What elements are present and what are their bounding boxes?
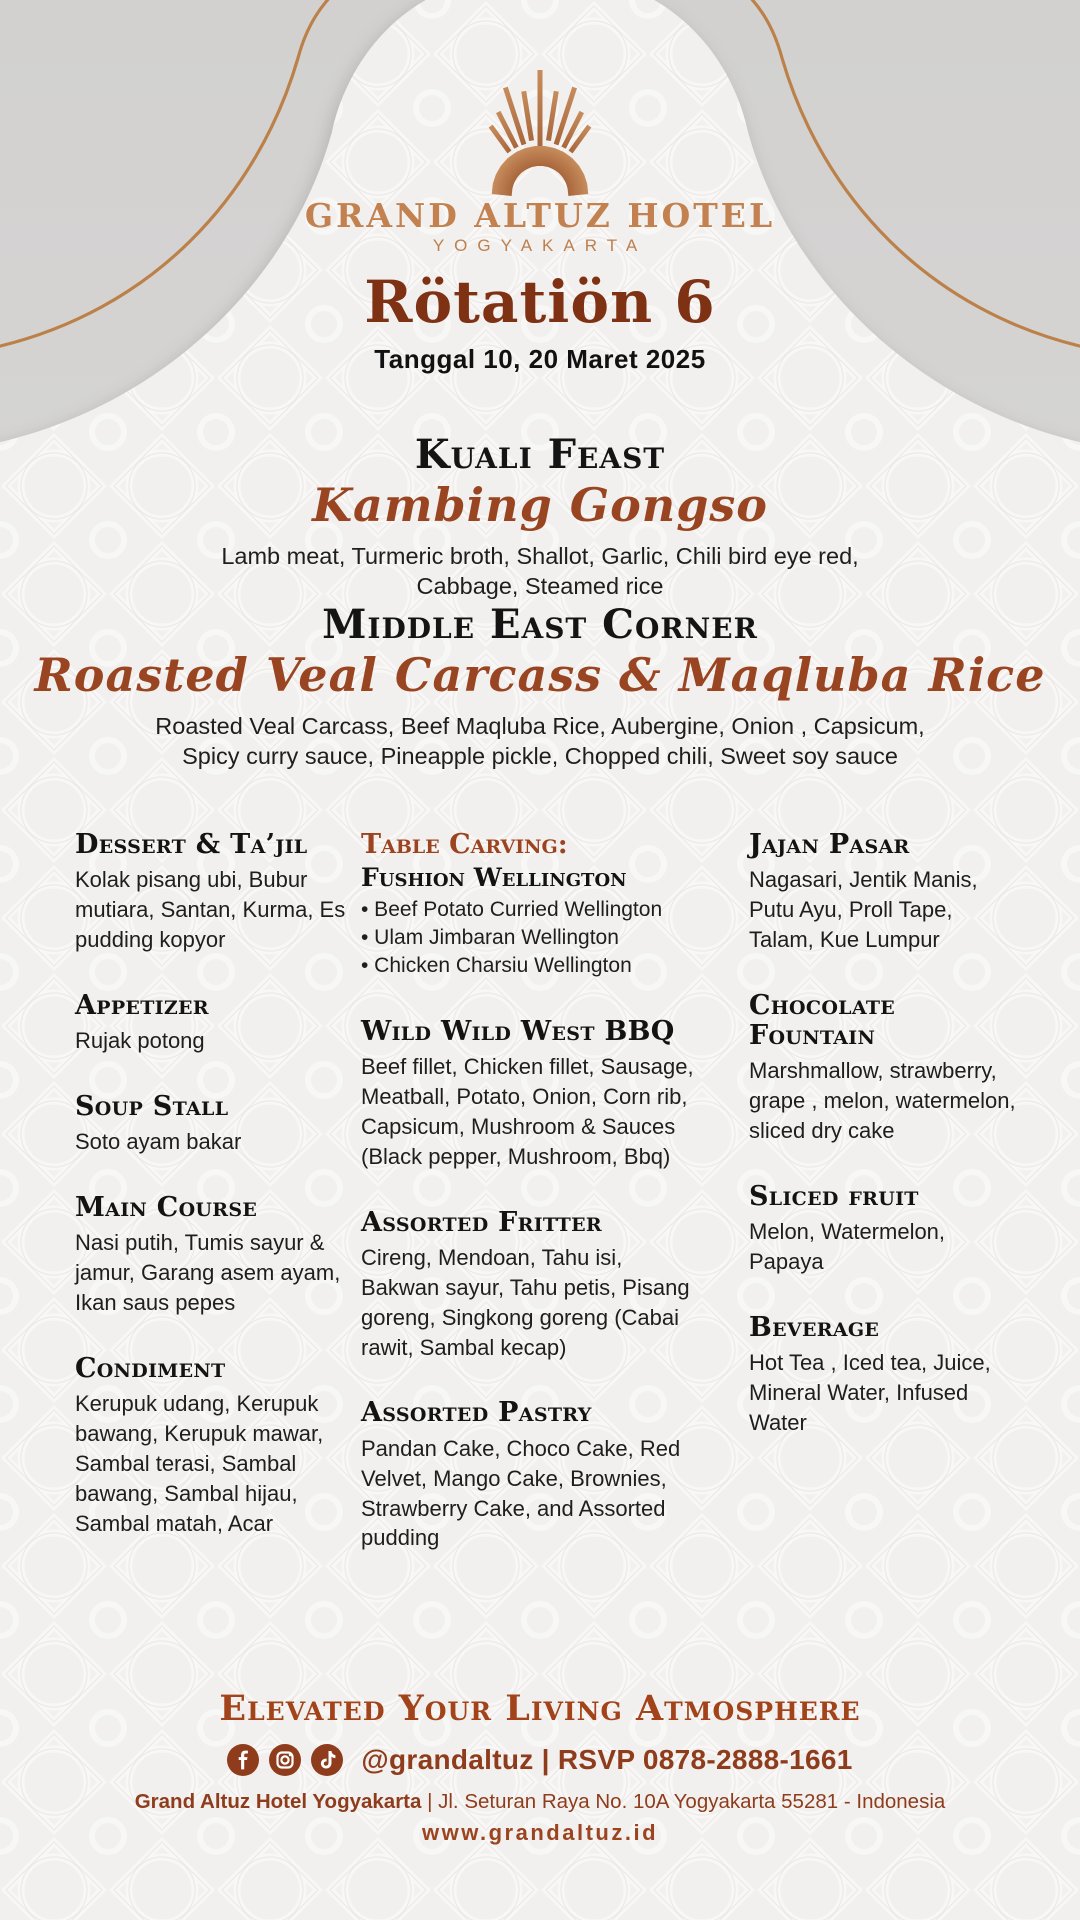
menu-column-right bbox=[749, 830, 1017, 1589]
menu-section-assorted-fritter bbox=[361, 1208, 697, 1363]
tiktok-icon bbox=[311, 1744, 343, 1776]
section-items: Marshmallow, strawberry, grape , melon, watermelon, sliced dry cake bbox=[749, 1058, 1016, 1144]
section-heading: Sliced fruit bbox=[749, 1181, 919, 1213]
feature-middle-east-corner bbox=[0, 601, 1080, 771]
section-items: Nagasari, Jentik Manis, Putu Ayu, Proll Tape, Talam, Kue Lumpur bbox=[749, 867, 978, 953]
menu-section-condiment bbox=[75, 1354, 347, 1539]
section-items: Kerupuk udang, Kerupuk bawang, Kerupuk mawar, Sambal terasi, Sambal bawang, Sambal hijau, Sambal matah, Acar bbox=[75, 1391, 324, 1537]
footer-address-street: | Jl. Seturan Raya No. 10A Yogyakarta 55281 - Indonesia bbox=[421, 1790, 946, 1813]
section-heading: Dessert & Ta’jil bbox=[75, 829, 308, 860]
footer-address bbox=[0, 1790, 1080, 1814]
section-heading: Fushion Wellington bbox=[361, 863, 627, 893]
section-items: Cireng, Mendoan, Tahu isi, Bakwan sayur, Tahu petis, Pisang goreng, Singkong goreng (Cabai rawit, Sambal kecap) bbox=[361, 1244, 690, 1360]
footer-address-hotel: Grand Altuz Hotel Yogyakarta bbox=[134, 1790, 422, 1813]
facebook-icon bbox=[227, 1744, 259, 1776]
dish-description: Roasted Veal Carcass, Beef Maqluba Rice, Aubergine, Onion , Capsicum, Spicy curry sauce, Pineapple pickle, Chopped chili, Sweet soy sauce bbox=[155, 712, 925, 769]
section-items: Beef fillet, Chicken fillet, Sausage, Meatball, Potato, Onion, Corn rib, Capsicum, Mushroom & Sauces (Black pepper, Mushroom, Bbq) bbox=[361, 1054, 694, 1169]
section-items: Rujak potong bbox=[75, 1028, 205, 1054]
section-heading: Jajan Pasar bbox=[749, 829, 910, 860]
menu-section-chocolate-fountain bbox=[749, 991, 1017, 1146]
menu-section-jajan-pasar bbox=[749, 830, 1017, 955]
menu-section-soup-stall bbox=[75, 1092, 347, 1157]
feature-kuali-feast bbox=[0, 431, 1080, 601]
bullet-item: • Ulam Jimbaran Wellington bbox=[361, 926, 619, 950]
rotation-title: Rötatiön 6 bbox=[364, 268, 716, 336]
menu-column-middle bbox=[361, 830, 697, 1589]
instagram-icon bbox=[269, 1744, 301, 1776]
dish-description: Lamb meat, Turmeric broth, Shallot, Garlic, Chili bird eye red, Cabbage, Steamed rice bbox=[221, 542, 859, 599]
footer-website: www.grandaltuz.id bbox=[421, 1820, 659, 1845]
menu-columns bbox=[75, 830, 1017, 1589]
section-heading: Appetizer bbox=[75, 989, 209, 1021]
section-heading: Wild Wild West BBQ bbox=[361, 1015, 675, 1047]
dish-name: Roasted Veal Carcass & Maqluba Rice bbox=[34, 648, 1046, 702]
section-items: Melon, Watermelon, Papaya bbox=[749, 1219, 946, 1275]
menu-column-left bbox=[75, 830, 347, 1589]
menu-section-dessert-tajil bbox=[75, 830, 347, 955]
section-heading: Assorted Pastry bbox=[361, 1397, 592, 1429]
station-heading: Middle East Corner bbox=[322, 601, 758, 648]
section-heading: Chocolate Fountain bbox=[749, 989, 896, 1052]
section-items: Nasi putih, Tumis sayur & jamur, Garang asem ayam, Ikan saus pepes bbox=[75, 1230, 341, 1316]
section-heading: Soup Stall bbox=[75, 1091, 229, 1123]
bullet-item: • Beef Potato Curried Wellington bbox=[361, 897, 663, 921]
menu-section-wild-wild-west-bbq bbox=[361, 1017, 697, 1172]
section-items: Kolak pisang ubi, Bubur mutiara, Santan, Kurma, Es pudding kopyor bbox=[75, 867, 346, 953]
menu-section-sliced-fruit bbox=[749, 1182, 1017, 1277]
dish-name: Kambing Gongso bbox=[312, 478, 768, 532]
menu-section-appetizer bbox=[75, 991, 347, 1056]
section-label: Table Carving: bbox=[361, 829, 568, 860]
footer-handle: @grandaltuz | RSVP 0878-2888-1661 bbox=[361, 1744, 853, 1775]
hotel-city: YOGYAKARTA bbox=[432, 236, 648, 255]
menu-section-beverage bbox=[749, 1313, 1017, 1438]
section-heading: Assorted Fritter bbox=[361, 1206, 602, 1238]
section-items: Hot Tea , Iced tea, Juice, Mineral Water, Infused Water bbox=[749, 1350, 991, 1436]
section-items: Pandan Cake, Choco Cake, Red Velvet, Mango Cake, Brownies, Strawberry Cake, and Assorted pudding bbox=[361, 1435, 681, 1551]
section-heading: Beverage bbox=[749, 1312, 880, 1344]
section-heading: Main Course bbox=[75, 1192, 258, 1224]
menu-section-assorted-pastry bbox=[361, 1398, 697, 1553]
bullet-item: • Chicken Charsiu Wellington bbox=[361, 954, 632, 978]
hotel-logo-sunburst-icon bbox=[0, 66, 1080, 198]
menu-section-main-course bbox=[75, 1193, 347, 1318]
footer-social-row bbox=[0, 1744, 1080, 1776]
footer-tagline: Elevated Your Living Atmosphere bbox=[219, 1688, 861, 1729]
section-items: Soto ayam bakar bbox=[75, 1129, 242, 1155]
date-line: Tanggal 10, 20 Maret 2025 bbox=[374, 344, 706, 374]
menu-section-table-carving bbox=[361, 830, 697, 981]
section-heading: Condiment bbox=[75, 1353, 226, 1385]
station-heading: Kuali Feast bbox=[414, 431, 666, 478]
hotel-name: GRAND ALTUZ HOTEL bbox=[304, 196, 776, 235]
